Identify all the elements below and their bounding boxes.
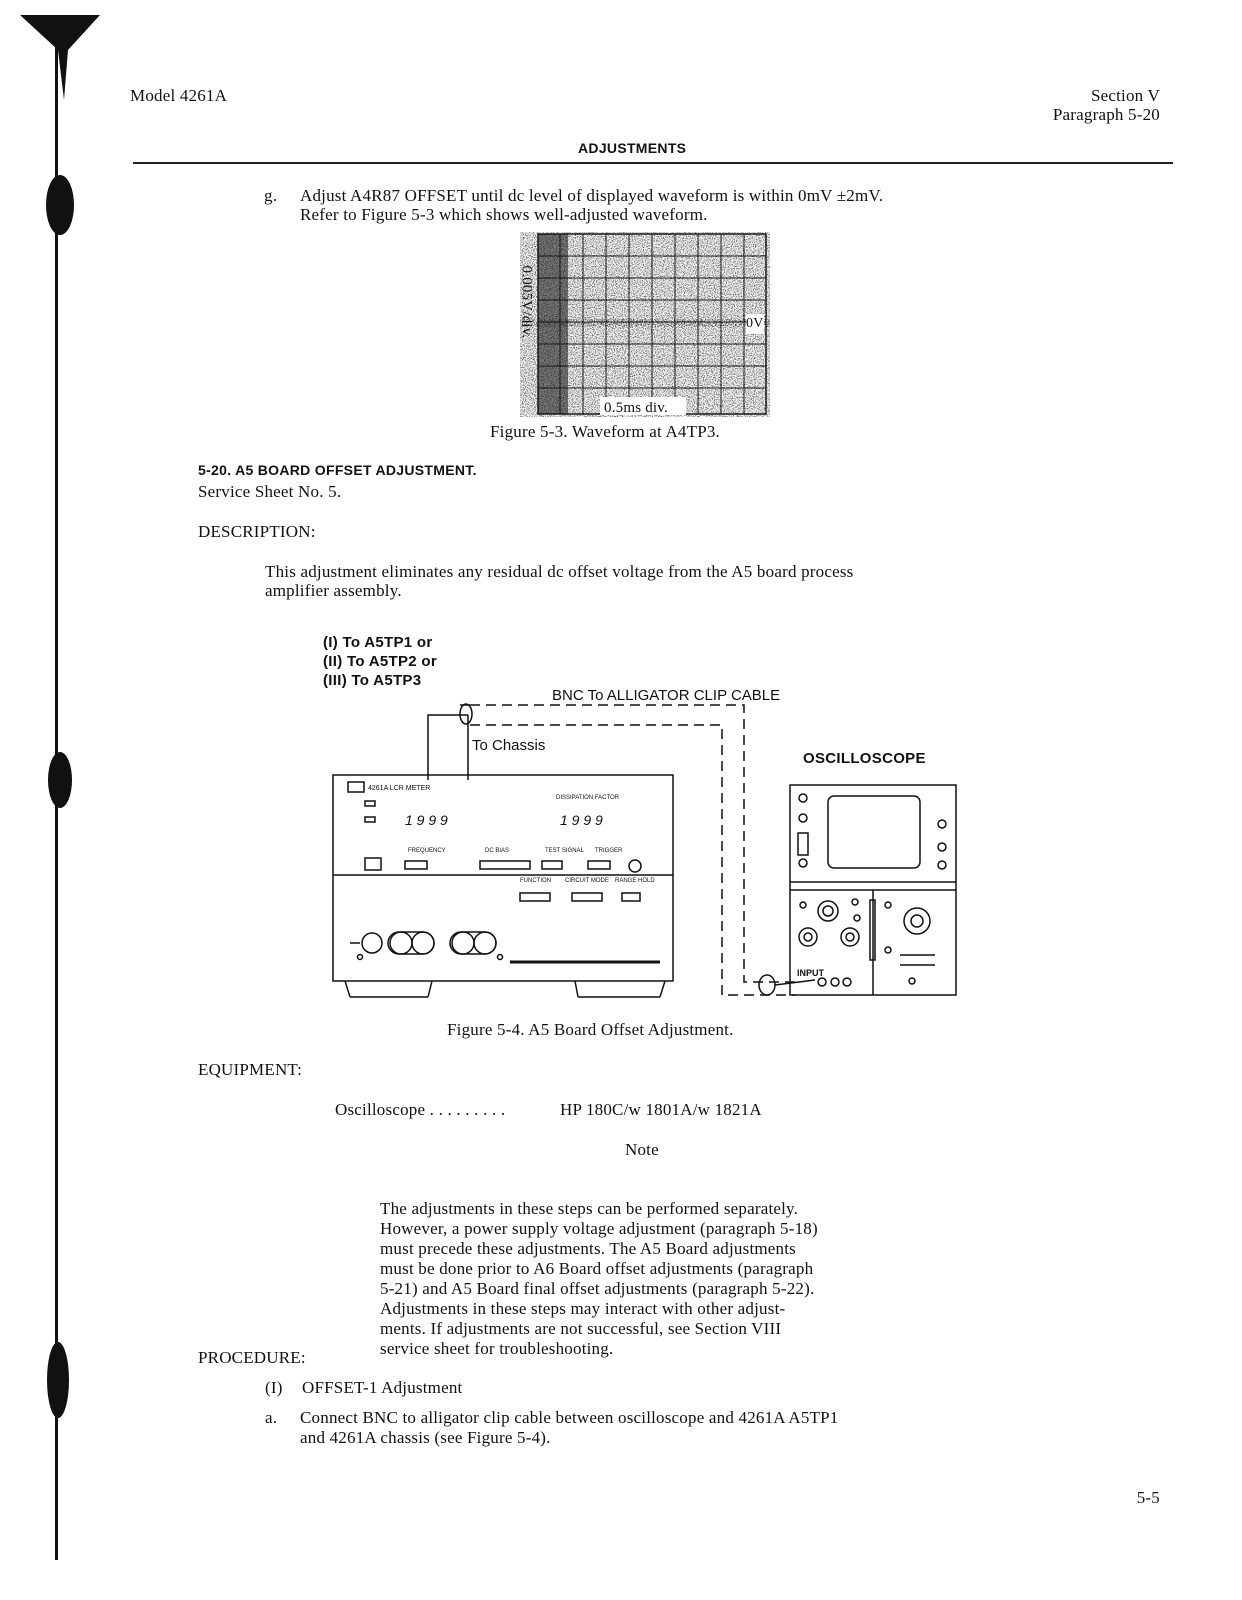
svg-text:4261A LCR METER: 4261A LCR METER [368,785,431,792]
svg-text:RANGE HOLD: RANGE HOLD [615,878,655,884]
waveform-zero-label: 0V [746,314,764,334]
waveform-horizontal-label: 0.5ms div. [604,400,668,416]
equipment-item: Oscilloscope . . . . . . . . . [335,1100,506,1119]
step-g-line1: Adjust A4R87 OFFSET until dc level of displayed waveform is within 0mV ±2mV. [300,186,884,205]
cable-label: BNC To ALLIGATOR CLIP CABLE [552,687,781,704]
svg-text:DISSIPATION FACTOR: DISSIPATION FACTOR [556,795,620,801]
figure-5-4-caption: Figure 5-4. A5 Board Offset Adjustment. [447,1020,734,1039]
binding-margin-marks [20,10,100,1570]
figure-5-3 [520,232,770,417]
header-paragraph: Paragraph 5-20 [1052,105,1160,124]
note-line: must be done prior to A6 Board offset adjustments (paragraph [380,1259,814,1278]
step-g-letter: g. [264,186,278,205]
scope-input-label: INPUT [797,968,824,978]
description-line1: This adjustment eliminates any residual dc offset voltage from the A5 board process [265,562,854,581]
header-rule [133,162,1173,164]
note-line: However, a power supply voltage adjustment (paragraph 5-18) [380,1219,818,1238]
procedure-sub-title: OFFSET-1 Adjustment [302,1378,463,1397]
display-left: 1 9 9 9 [405,812,448,828]
equipment-model: HP 180C/w 1801A/w 1821A [560,1100,762,1119]
note-body [380,1199,970,1359]
chassis-label: To Chassis [472,737,546,754]
note-line: 5-21) and A5 Board final offset adjustments (paragraph 5-22). [380,1279,815,1298]
procedure-sub-num: (I) [265,1378,283,1397]
equipment-label: EQUIPMENT: [198,1060,303,1079]
svg-text:TRIGGER: TRIGGER [595,848,623,854]
note-title: Note [625,1140,659,1159]
figure-5-3-caption: Figure 5-3. Waveform at A4TP3. [490,422,721,441]
note-line: The adjustments in these steps can be performed separately. [380,1199,799,1218]
svg-text:TEST SIGNAL: TEST SIGNAL [545,848,584,854]
note-line: ments. If adjustments are not successful, see Section VIII [380,1319,782,1338]
step-a-line2: and 4261A chassis (see Figure 5-4). [300,1428,551,1447]
svg-text:FREQUENCY: FREQUENCY [408,848,446,854]
display-right: 1 9 9 9 [560,812,603,828]
tp-label-2: (II) To A5TP2 or [323,653,437,670]
note-line: Adjustments in these steps may interact with other adjust- [380,1299,786,1318]
tp-label-1: (I) To A5TP1 or [323,634,433,651]
figure-5-4-diagram [320,700,970,1000]
waveform-screen [520,232,770,417]
step-g-line2: Refer to Figure 5-3 which shows well-adjusted waveform. [300,205,708,224]
section-5-20-heading: 5-20. A5 BOARD OFFSET ADJUSTMENT. [198,462,477,478]
description-label: DESCRIPTION: [198,522,316,541]
header-model: Model 4261A [130,86,228,105]
svg-text:FUNCTION: FUNCTION [520,878,551,884]
description-line2: amplifier assembly. [265,581,402,600]
svg-text:DC BIAS: DC BIAS [485,848,510,854]
header-section: Section V [1090,86,1160,105]
header-title: ADJUSTMENTS [578,140,687,156]
waveform-vertical-label: 0.005V/div. [518,265,535,339]
page-number: 5-5 [1136,1488,1160,1507]
note-line: must precede these adjustments. The A5 Board adjustments [380,1239,796,1258]
tp-label-3: (III) To A5TP3 [323,672,422,689]
oscilloscope-label: OSCILLOSCOPE [803,750,926,767]
procedure-label: PROCEDURE: [198,1348,306,1367]
svg-text:CIRCUIT MODE: CIRCUIT MODE [565,878,609,884]
service-sheet: Service Sheet No. 5. [198,482,342,501]
step-a-letter: a. [265,1408,278,1427]
note-line: service sheet for troubleshooting. [380,1339,614,1358]
step-a-line1: Connect BNC to alligator clip cable between oscilloscope and 4261A A5TP1 [300,1408,839,1427]
